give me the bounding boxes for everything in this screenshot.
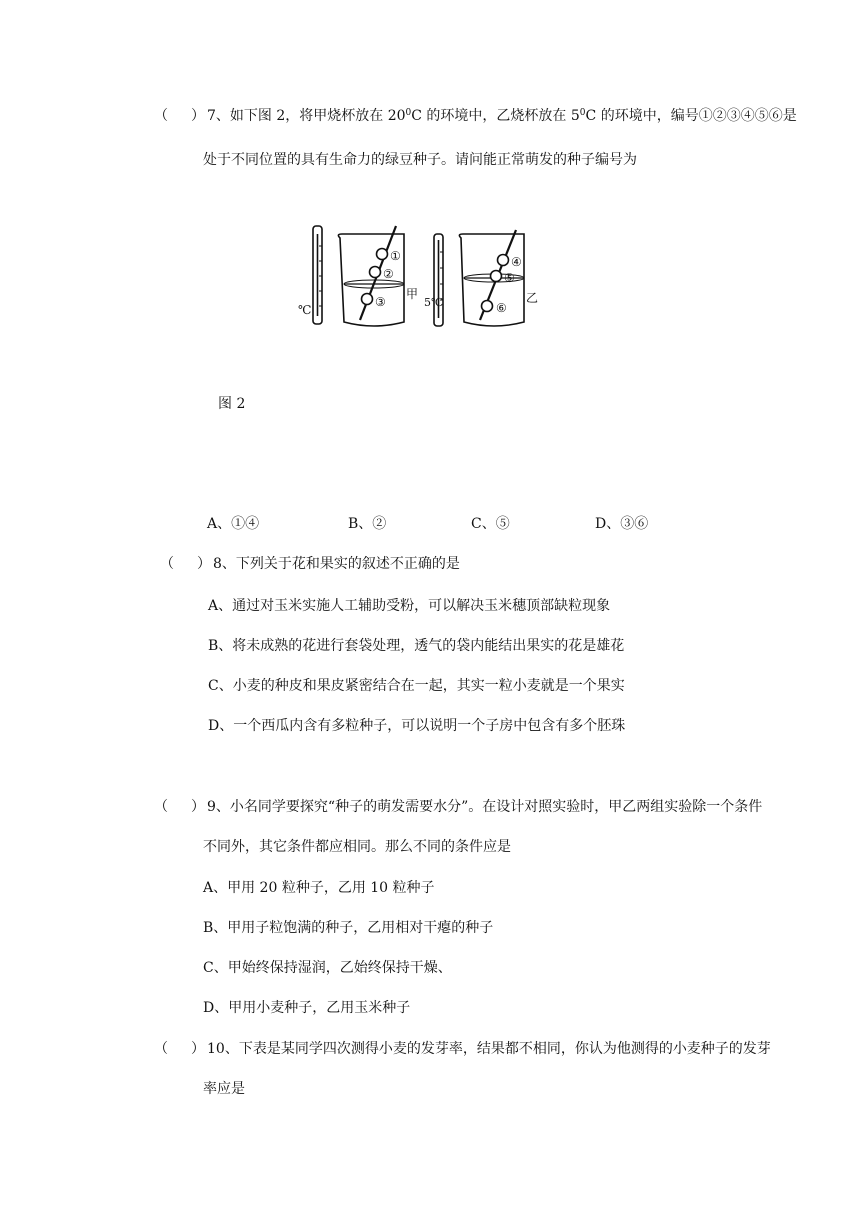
seed-label-3: ③ bbox=[375, 295, 386, 309]
seed-label-5: ⑤ bbox=[504, 271, 515, 285]
q9-option-d: D、甲用小麦种子，乙用玉米种子 bbox=[203, 1000, 411, 1016]
thermo-left-label: ℃ bbox=[298, 303, 312, 317]
figure-caption: 图 2 bbox=[218, 396, 246, 412]
answer-paren-open: （ bbox=[160, 556, 174, 572]
q8-stem: 8、下列关于花和果实的叙述不正确的是 bbox=[213, 556, 460, 572]
q7-option-a: A、①④ bbox=[207, 516, 260, 532]
q9-stem-line1: 9、小名同学要探究“种子的萌发需要水分”。在设计对照实验时，甲乙两组实验除一个条件 bbox=[207, 799, 763, 815]
q7-stem-line1: 7、如下图 2，将甲烧杯放在 $20^0C$ 的环境中，乙烧杯放在 $5^0C$ 的环境中，编号①②③④⑤⑥是 bbox=[207, 108, 797, 124]
seed-5 bbox=[491, 271, 502, 282]
seed-label-1: ① bbox=[390, 249, 401, 263]
q8-option-a: A、通过对玉米实施人工辅助受粉，可以解决玉米穗顶部缺粒现象 bbox=[208, 598, 611, 614]
q10-stem-line2: 率应是 bbox=[203, 1081, 245, 1097]
q8-option-b: B、将未成熟的花进行套袋处理，透气的袋内能结出果实的花是雄花 bbox=[208, 638, 625, 654]
answer-paren-open: （ bbox=[154, 799, 168, 815]
figure-2-beakers bbox=[296, 216, 544, 334]
seed-6 bbox=[482, 301, 493, 312]
seed-2 bbox=[370, 267, 381, 278]
q9-option-c: C、甲始终保持湿润，乙始终保持干燥、 bbox=[203, 960, 452, 976]
seed-1 bbox=[377, 249, 388, 260]
answer-paren-close: ） bbox=[191, 799, 205, 815]
thermo-right-label: 5℃ bbox=[424, 296, 444, 309]
q8-option-d: D、一个西瓜内含有多粒种子，可以说明一个子房中包含有多个胚珠 bbox=[208, 718, 626, 734]
q10-stem-line1: 10、下表是某同学四次测得小麦的发芽率，结果都不相同，你认为他测得的小麦种子的发芽 bbox=[207, 1041, 771, 1057]
answer-paren-close: ） bbox=[191, 1041, 205, 1057]
beaker-right-label: 乙 bbox=[526, 291, 539, 305]
q7-option-d: D、③⑥ bbox=[595, 516, 649, 532]
seed-label-2: ② bbox=[383, 267, 394, 281]
seed-label-4: ④ bbox=[511, 255, 522, 269]
q9-stem-line2: 不同外，其它条件都应相同。那么不同的条件应是 bbox=[203, 839, 511, 855]
answer-paren-open: （ bbox=[154, 108, 168, 124]
q8-option-c: C、小麦的种皮和果皮紧密结合在一起，其实一粒小麦就是一个果实 bbox=[208, 678, 625, 694]
q9-option-b: B、甲用子粒饱满的种子，乙用相对干瘪的种子 bbox=[203, 920, 494, 936]
seed-3 bbox=[362, 294, 373, 305]
answer-paren-close: ） bbox=[197, 556, 211, 572]
q7-stem-line2: 处于不同位置的具有生命力的绿豆种子。请问能正常萌发的种子编号为 bbox=[203, 152, 637, 168]
q7-option-b: B、② bbox=[348, 516, 387, 532]
answer-paren-close: ） bbox=[191, 108, 205, 124]
beaker-left-label: 甲 bbox=[406, 287, 419, 301]
seed-label-6: ⑥ bbox=[496, 301, 507, 315]
seed-4 bbox=[498, 255, 509, 266]
q7-option-c: C、⑤ bbox=[471, 516, 510, 532]
q9-option-a: A、甲用 20 粒种子，乙用 10 粒种子 bbox=[203, 880, 435, 896]
answer-paren-open: （ bbox=[154, 1041, 168, 1057]
beaker-diagram bbox=[296, 216, 544, 334]
